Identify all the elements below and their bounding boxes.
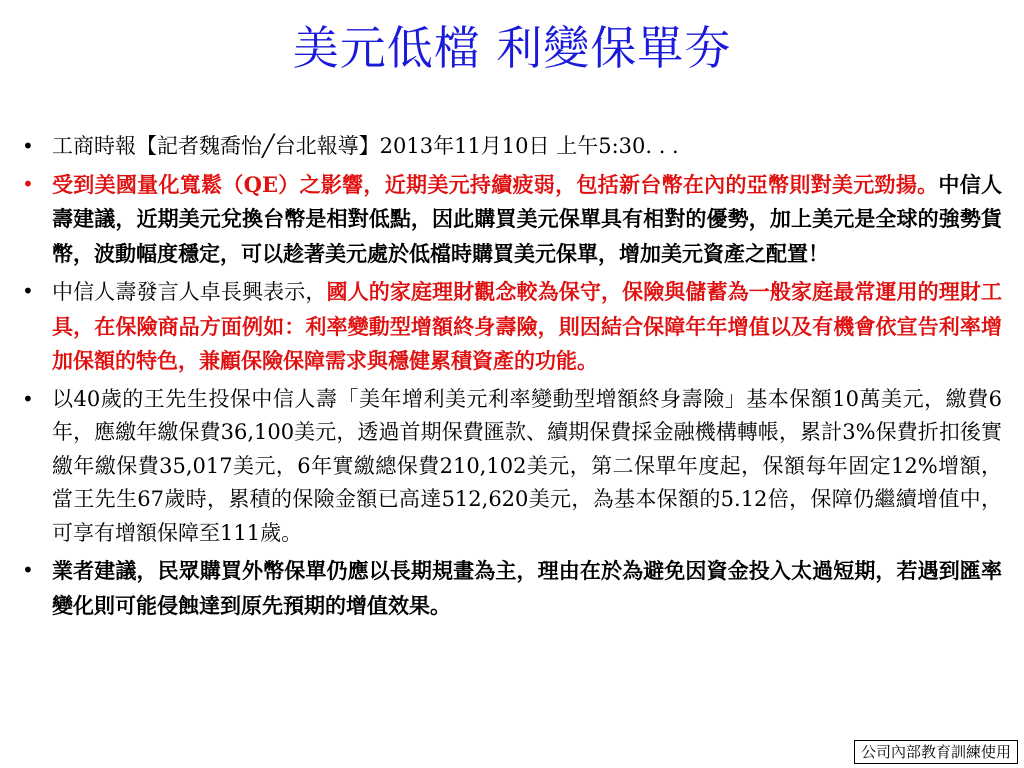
bullet-text: 中信人壽建議，近期美元兌換台幣是相對低點，因此購買美元保單具有相對的優勢，加上美元是全球的強勢貨幣，波動幅度穩定，可以趁著美元處於低檔時購買美元保單，增加美元資產之配置！ bbox=[52, 171, 1003, 266]
bullet-qe-impact bbox=[22, 168, 1002, 272]
bullet-text: 以40歲的王先生投保中信人壽「美年增利美元利率變動型增額終身壽險」基本保額10萬美元，繳費6年，應繳年繳保費36,100美元，透過首期保費匯款、續期保費採金融機構轉帳，累計3%保費折扣後實繳年繳保費35,017美元，6年實繳總保費210,102美元，第二保單年度起，保額每年固定12%增額，當王先生67歲時，累積的保險金額已高達512,620美元，為基本保額的5.12倍，保障仍繼續增值中，可享有增額保障至111歲。 bbox=[52, 386, 1002, 545]
slide-title: 美元低檔 利變保單夯 bbox=[292, 21, 732, 75]
bullet-highlight-text: 國人的家庭理財觀念較為保守，保險與儲蓄為一般家庭最常運用的理財工具，在保險商品方面例如：利率變動型增額終身壽險，則因結合保障年年增值以及有機會依宣告利率增加保額的特色，兼顧保險保障需求與穩健累積資產的功能。 bbox=[52, 279, 1003, 373]
internal-use-label: 公司內部教育訓練使用 bbox=[854, 740, 1018, 764]
bullet-marker: • bbox=[22, 134, 34, 158]
bullet-spokesperson bbox=[22, 275, 1002, 379]
bullet-text: 業者建議，民眾購買外幣保單仍應以長期規畫為主，理由在於為避免因資金投入太過短期，若遇到匯率變化則可能侵蝕達到原先預期的增值效果。 bbox=[52, 558, 1002, 618]
bullet-marker: • bbox=[22, 558, 34, 582]
bullet-highlight-text: 受到美國量化寬鬆（QE）之影響，近期美元持續疲弱，包括新台幣在內的亞幣則對美元勁揚。 bbox=[52, 171, 939, 197]
bullet-marker: • bbox=[22, 386, 34, 411]
bullet-text: 工商時報【記者魏喬怡╱台北報導】2013年11月10日 上午5:30. . . bbox=[52, 134, 679, 158]
bullet-example-case bbox=[22, 383, 1002, 551]
bullet-marker: • bbox=[22, 279, 34, 303]
bullet-list bbox=[22, 130, 1002, 627]
bullet-marker: • bbox=[22, 171, 34, 196]
bullet-news-source bbox=[22, 130, 1002, 164]
bullet-industry-advice bbox=[22, 554, 1002, 623]
bullet-text: 中信人壽發言人卓長興表示， bbox=[52, 280, 327, 304]
